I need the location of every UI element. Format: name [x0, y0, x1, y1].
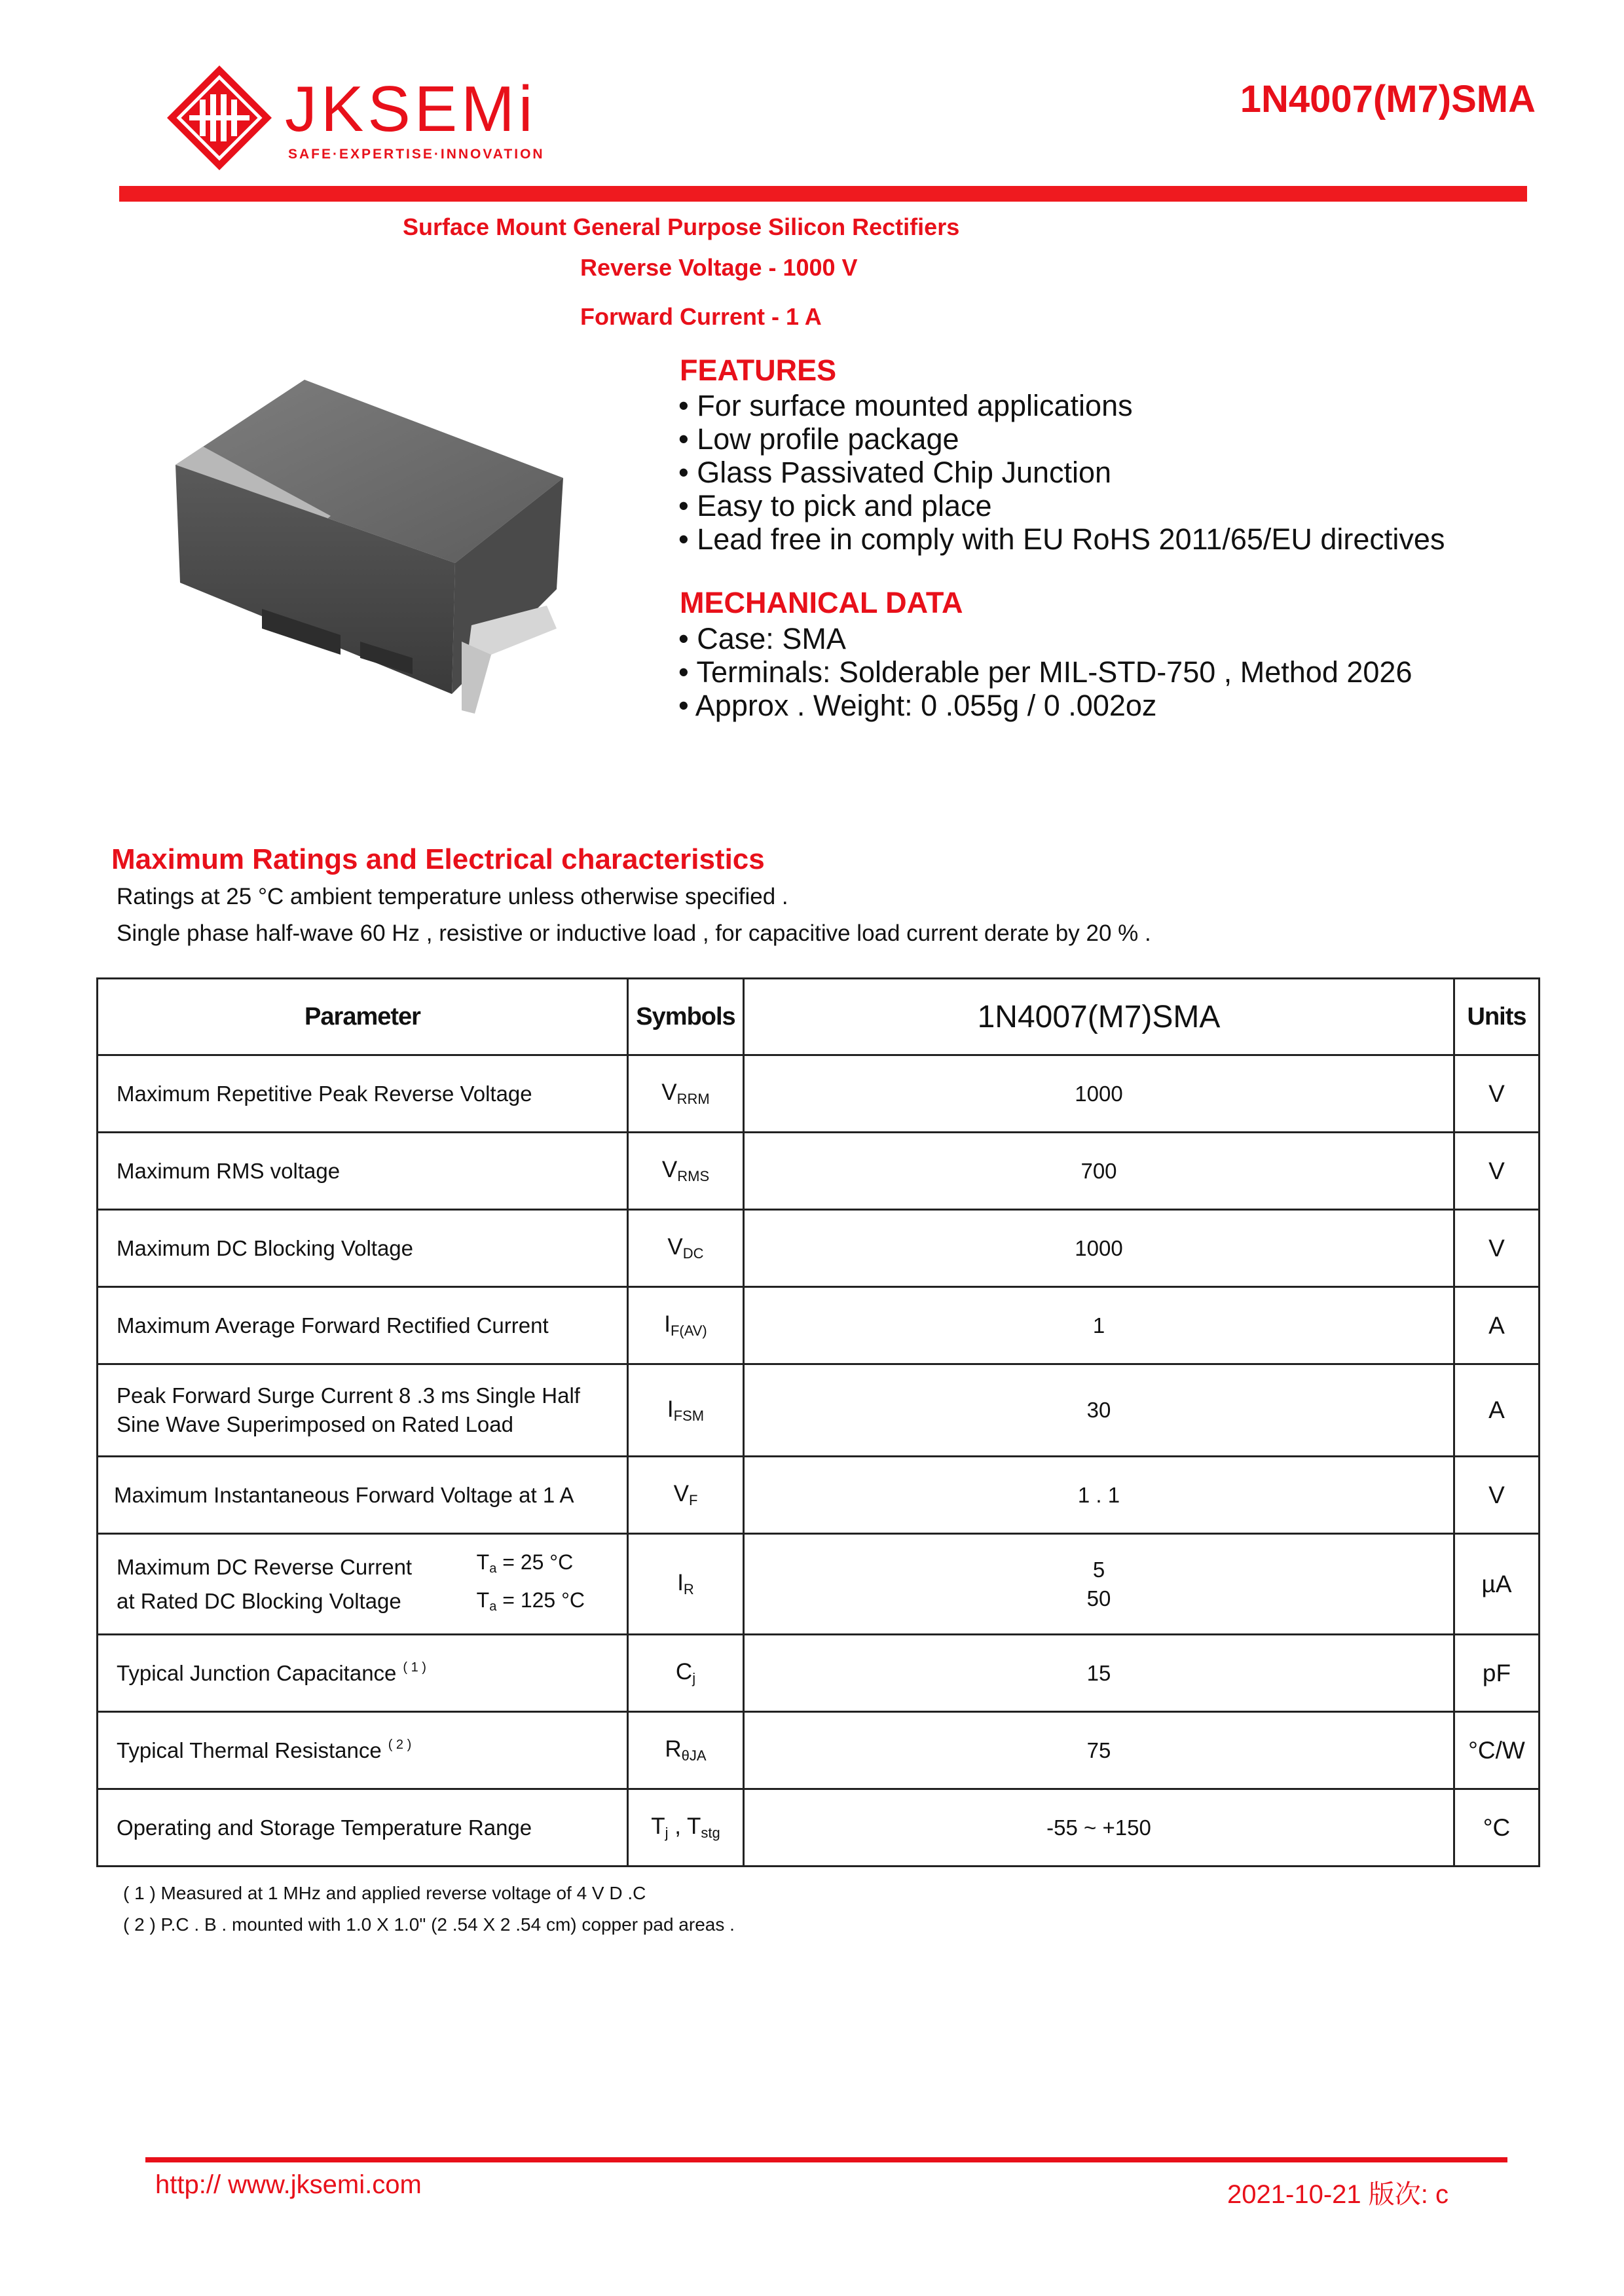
table-row: [98, 1210, 1540, 1287]
value-cell: 1 . 1: [744, 1457, 1454, 1534]
symbol-cell: Tj , Tstg: [628, 1789, 744, 1867]
unit-cell: µA: [1454, 1534, 1540, 1635]
param-cell: Typical Thermal Resistance $^{( 2 )}$: [98, 1712, 628, 1789]
param-cell: Maximum DC Blocking Voltage: [98, 1210, 628, 1287]
footer-website-link[interactable]: http:// www.jksemi.com: [155, 2170, 422, 2199]
mechanical-list: [678, 622, 1412, 722]
brand-name: JKSEMi: [285, 73, 537, 145]
mechanical-item: • Terminals: Solderable per MIL-STD-750 , Method 2026: [678, 655, 1412, 689]
param-cell: Typical Junction Capacitance $^{( 1 )}$: [98, 1635, 628, 1712]
unit-cell: °C/W: [1454, 1712, 1540, 1789]
ratings-note-load: Single phase half-wave 60 Hz , resistive or inductive load , for capacitive load current derate by 20 % .: [117, 920, 1151, 946]
unit-cell: pF: [1454, 1635, 1540, 1712]
unit-cell: V: [1454, 1457, 1540, 1534]
mechanical-item: • Case: SMA: [678, 622, 846, 655]
symbol-cell: IR: [628, 1534, 744, 1635]
value-cell: 30: [744, 1364, 1454, 1457]
symbol-cell: VRRM: [628, 1055, 744, 1133]
features-heading: FEATURES: [680, 354, 837, 387]
table-row: [98, 1635, 1540, 1712]
unit-cell: V: [1454, 1133, 1540, 1210]
bottom-red-rule: [145, 2157, 1507, 2162]
symbol-cell: RθJA: [628, 1712, 744, 1789]
value-cell: 1000: [744, 1210, 1454, 1287]
symbol-cell: IFSM: [628, 1364, 744, 1457]
symbol-cell: Cj: [628, 1635, 744, 1712]
symbol-cell: IF(AV): [628, 1287, 744, 1364]
table-row: [98, 1133, 1540, 1210]
unit-cell: °C: [1454, 1789, 1540, 1867]
table-row: [98, 1712, 1540, 1789]
sma-package-image: [164, 367, 583, 746]
value-cell: [744, 1534, 1454, 1635]
subtitle-reverse-voltage: Reverse Voltage - 1000 V: [580, 254, 858, 281]
table-row: [98, 1364, 1540, 1457]
symbol-cell: VDC: [628, 1210, 744, 1287]
param-cell: Maximum Repetitive Peak Reverse Voltage: [98, 1055, 628, 1133]
value-cell: 75: [744, 1712, 1454, 1789]
param-cell: [98, 1534, 628, 1635]
feature-item: • Lead free in comply with EU RoHS 2011/65/EU directives: [678, 522, 1445, 556]
param-line: Peak Forward Surge Current 8 .3 ms Single Half: [117, 1383, 580, 1408]
symbol-cell: VRMS: [628, 1133, 744, 1210]
feature-item: • Low profile package: [678, 422, 959, 456]
feature-item: • Glass Passivated Chip Junction: [678, 456, 1112, 489]
table-header-row: [98, 979, 1540, 1055]
table-row: [98, 1055, 1540, 1133]
jksemi-logo: [164, 60, 557, 185]
table-row: [98, 1789, 1540, 1867]
footnote-ref: ( 2 ): [388, 1738, 412, 1752]
header-symbols: Symbols: [628, 979, 744, 1055]
unit-cell: V: [1454, 1055, 1540, 1133]
unit-cell: V: [1454, 1210, 1540, 1287]
top-red-rule: [119, 186, 1527, 202]
ratings-heading: Maximum Ratings and Electrical characteristics: [111, 843, 765, 875]
param-line: Sine Wave Superimposed on Rated Load: [117, 1412, 513, 1436]
value-cell: 1: [744, 1287, 1454, 1364]
value-cell: -55 ~ +150: [744, 1789, 1454, 1867]
param-cell: Maximum Instantaneous Forward Voltage at 1 A: [98, 1457, 628, 1534]
param-cell: Maximum RMS voltage: [98, 1133, 628, 1210]
param-cell: Operating and Storage Temperature Range: [98, 1789, 628, 1867]
ratings-table: [96, 977, 1540, 1867]
value-line: 5: [1092, 1557, 1105, 1582]
footnote-2: ( 2 ) P.C . B . mounted with 1.0 X 1.0" (2 .54 X 2 .54 cm) copper pad areas .: [123, 1914, 735, 1935]
value-cell: 15: [744, 1635, 1454, 1712]
value-cell: 700: [744, 1133, 1454, 1210]
header-units: Units: [1454, 979, 1540, 1055]
subtitle-forward-current: Forward Current - 1 A: [580, 303, 822, 330]
mechanical-item: • Approx . Weight: 0 .055g / 0 .002oz: [678, 689, 1157, 722]
table-row: [98, 1457, 1540, 1534]
value-line: 50: [1086, 1586, 1111, 1611]
ratings-note-temperature: Ratings at 25 °C ambient temperature unless otherwise specified .: [117, 884, 788, 909]
param-line: Maximum DC Reverse Current: [117, 1554, 413, 1579]
unit-cell: A: [1454, 1287, 1540, 1364]
features-list: [678, 389, 1445, 556]
value-cell: 1000: [744, 1055, 1454, 1133]
footer-date-version: 2021-10-21 版次: c: [1227, 2180, 1449, 2209]
temperature-conditions: Ta = 25 °C Ta = 125 °C: [476, 1550, 585, 1614]
feature-item: • Easy to pick and place: [678, 489, 992, 522]
symbol-cell: VF: [628, 1457, 744, 1534]
unit-cell: A: [1454, 1364, 1540, 1457]
table-row: [98, 1534, 1540, 1635]
param-cell: [98, 1364, 628, 1457]
footnote-1: ( 1 ) Measured at 1 MHz and applied reverse voltage of 4 V D .C: [123, 1883, 646, 1903]
param-line: at Rated DC Blocking Voltage: [117, 1588, 401, 1613]
header-parameter: Parameter: [98, 979, 628, 1055]
param-cell: Maximum Average Forward Rectified Current: [98, 1287, 628, 1364]
part-number-title: 1N4007(M7)SMA: [1240, 78, 1536, 120]
feature-item: • For surface mounted applications: [678, 389, 1133, 422]
footnote-ref: ( 1 ): [403, 1660, 426, 1675]
table-row: [98, 1287, 1540, 1364]
header-model: 1N4007(M7)SMA: [744, 979, 1454, 1055]
subtitle-description: Surface Mount General Purpose Silicon Rectifiers: [403, 213, 960, 240]
mechanical-heading: MECHANICAL DATA: [680, 586, 963, 619]
brand-slogan: SAFE·EXPERTISE·INNOVATION: [288, 147, 545, 162]
